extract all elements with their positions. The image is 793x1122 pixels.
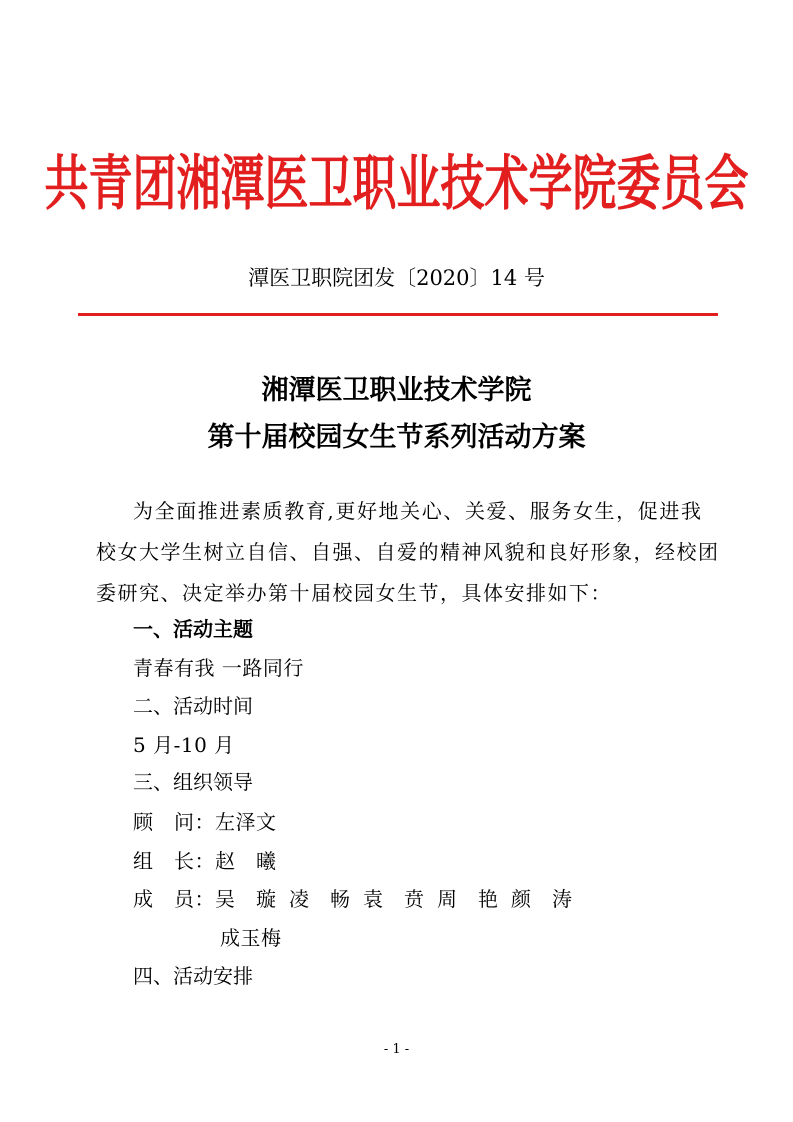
- page-number: - 1 -: [383, 1042, 410, 1057]
- document-number: 潭医卫职院团发〔2020〕14 号: [248, 266, 545, 290]
- section-2-text: 5 月-10 月: [133, 733, 235, 757]
- member-name: 凌 畅: [289, 887, 351, 911]
- red-divider-line: [78, 313, 718, 316]
- section-1-heading: 一、活动主题: [133, 617, 253, 641]
- intro-paragraph-line-1: 为全面推进素质教育,更好地关心、关爱、服务女生，促进我: [133, 499, 703, 523]
- member-name: 周 艳: [437, 887, 499, 911]
- advisor-row: [133, 806, 277, 835]
- leader-row: [133, 845, 277, 874]
- members-label: 成 员：: [133, 887, 215, 911]
- advisor-name: 左泽文: [215, 810, 277, 834]
- section-1-text: 青春有我 一路同行: [133, 656, 304, 680]
- advisor-label: 顾 问：: [133, 810, 215, 834]
- intro-paragraph-line-2: 校女大学生树立自信、自强、自爱的精神风貌和良好形象，经校团: [96, 540, 720, 564]
- document-title-line-1: 湘潭医卫职业技术学院: [261, 375, 532, 406]
- intro-paragraph-line-3: 委研究、决定举办第十届校园女生节，具体安排如下：: [96, 581, 612, 605]
- member-name: 颜 涛: [511, 887, 573, 911]
- member-name-extra: 成玉梅: [220, 926, 282, 950]
- leader-name: 赵 曦: [215, 849, 277, 873]
- document-title-line-2: 第十届校园女生节系列活动方案: [207, 422, 586, 453]
- member-name: 袁 贲: [363, 887, 425, 911]
- section-2-heading: 二、活动时间: [133, 694, 253, 718]
- section-4-heading: 四、活动安排: [133, 964, 253, 988]
- issuing-organization: 共青团湘潭医卫职业技术学院委员会: [44, 149, 749, 219]
- leader-label: 组 长：: [133, 849, 215, 873]
- section-3-heading: 三、组织领导: [133, 770, 253, 794]
- members-row: [133, 883, 573, 912]
- member-name: 吴 璇: [215, 887, 277, 911]
